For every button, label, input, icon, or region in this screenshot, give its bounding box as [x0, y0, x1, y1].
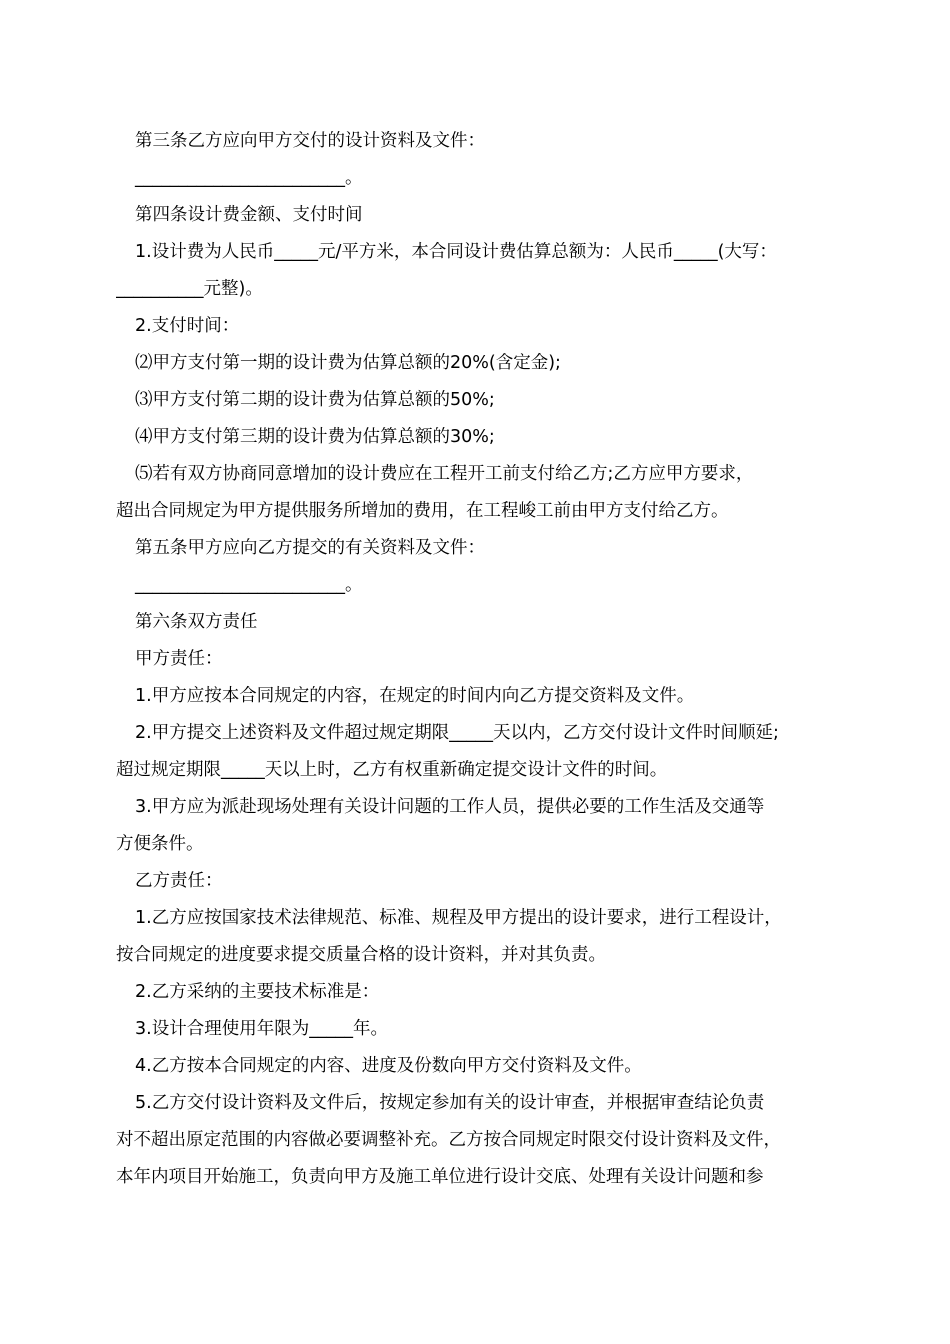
text-line: 对不超出原定范围的内容做必要调整补充。乙方按合同规定时限交付设计资料及文件， [116, 1130, 781, 1150]
text-line: 本年内项目开始施工，负责向甲方及施工单位进行设计交底、处理有关设计问题和参 [116, 1167, 764, 1187]
list-item: 1.乙方应按国家技术法律规范、标准、规程及甲方提出的设计要求，进行工程设计， [135, 908, 782, 928]
section-heading: 乙方责任： [135, 871, 223, 891]
list-item: 1.甲方应按本合同规定的内容，在规定的时间内向乙方提交资料及文件。 [135, 686, 695, 706]
blank-fill-line: ________________________。 [135, 168, 363, 188]
text-line: 2.支付时间： [135, 316, 240, 336]
list-item: 2.甲方提交上述资料及文件超过规定期限_____天以内，乙方交付设计文件时间顺延; [135, 723, 779, 743]
blank-fill-line: ________________________。 [135, 575, 363, 595]
list-item: 2.乙方采纳的主要技术标准是： [135, 982, 380, 1002]
section-heading: 甲方责任： [135, 649, 223, 669]
text-line: 1.设计费为人民币_____元/平方米，本合同设计费估算总额为：人民币_____(大写： [135, 242, 777, 262]
text-line: 按合同规定的进度要求提交质量合格的设计资料，并对其负责。 [116, 945, 606, 965]
list-item: ⑵甲方支付第一期的设计费为估算总额的20%(含定金); [135, 353, 561, 373]
list-item: 3.甲方应为派赴现场处理有关设计问题的工作人员，提供必要的工作生活及交通等 [135, 797, 765, 817]
text-line: __________元整)。 [116, 279, 263, 299]
article-heading: 第五条甲方应向乙方提交的有关资料及文件： [135, 538, 485, 558]
list-item: 4.乙方按本合同规定的内容、进度及份数向甲方交付资料及文件。 [135, 1056, 642, 1076]
article-heading: 第六条双方责任 [135, 612, 258, 632]
text-line: 第三条乙方应向甲方交付的设计资料及文件： [135, 131, 485, 151]
article-heading: 第四条设计费金额、支付时间 [135, 205, 363, 225]
text-line: 超过规定期限_____天以上时，乙方有权重新确定提交设计文件的时间。 [116, 760, 668, 780]
list-item: ⑸若有双方协商同意增加的设计费应在工程开工前支付给乙方;乙方应甲方要求， [135, 464, 754, 484]
text-line: 方便条件。 [116, 834, 204, 854]
list-item: 3.设计合理使用年限为_____年。 [135, 1019, 388, 1039]
list-item: ⑷甲方支付第三期的设计费为估算总额的30%; [135, 427, 495, 447]
document-page [116, 123, 856, 1196]
text-line: 超出合同规定为甲方提供服务所增加的费用，在工程峻工前由甲方支付给乙方。 [116, 501, 729, 521]
list-item: ⑶甲方支付第二期的设计费为估算总额的50%; [135, 390, 495, 410]
list-item: 5.乙方交付设计资料及文件后，按规定参加有关的设计审查，并根据审查结论负责 [135, 1093, 765, 1113]
